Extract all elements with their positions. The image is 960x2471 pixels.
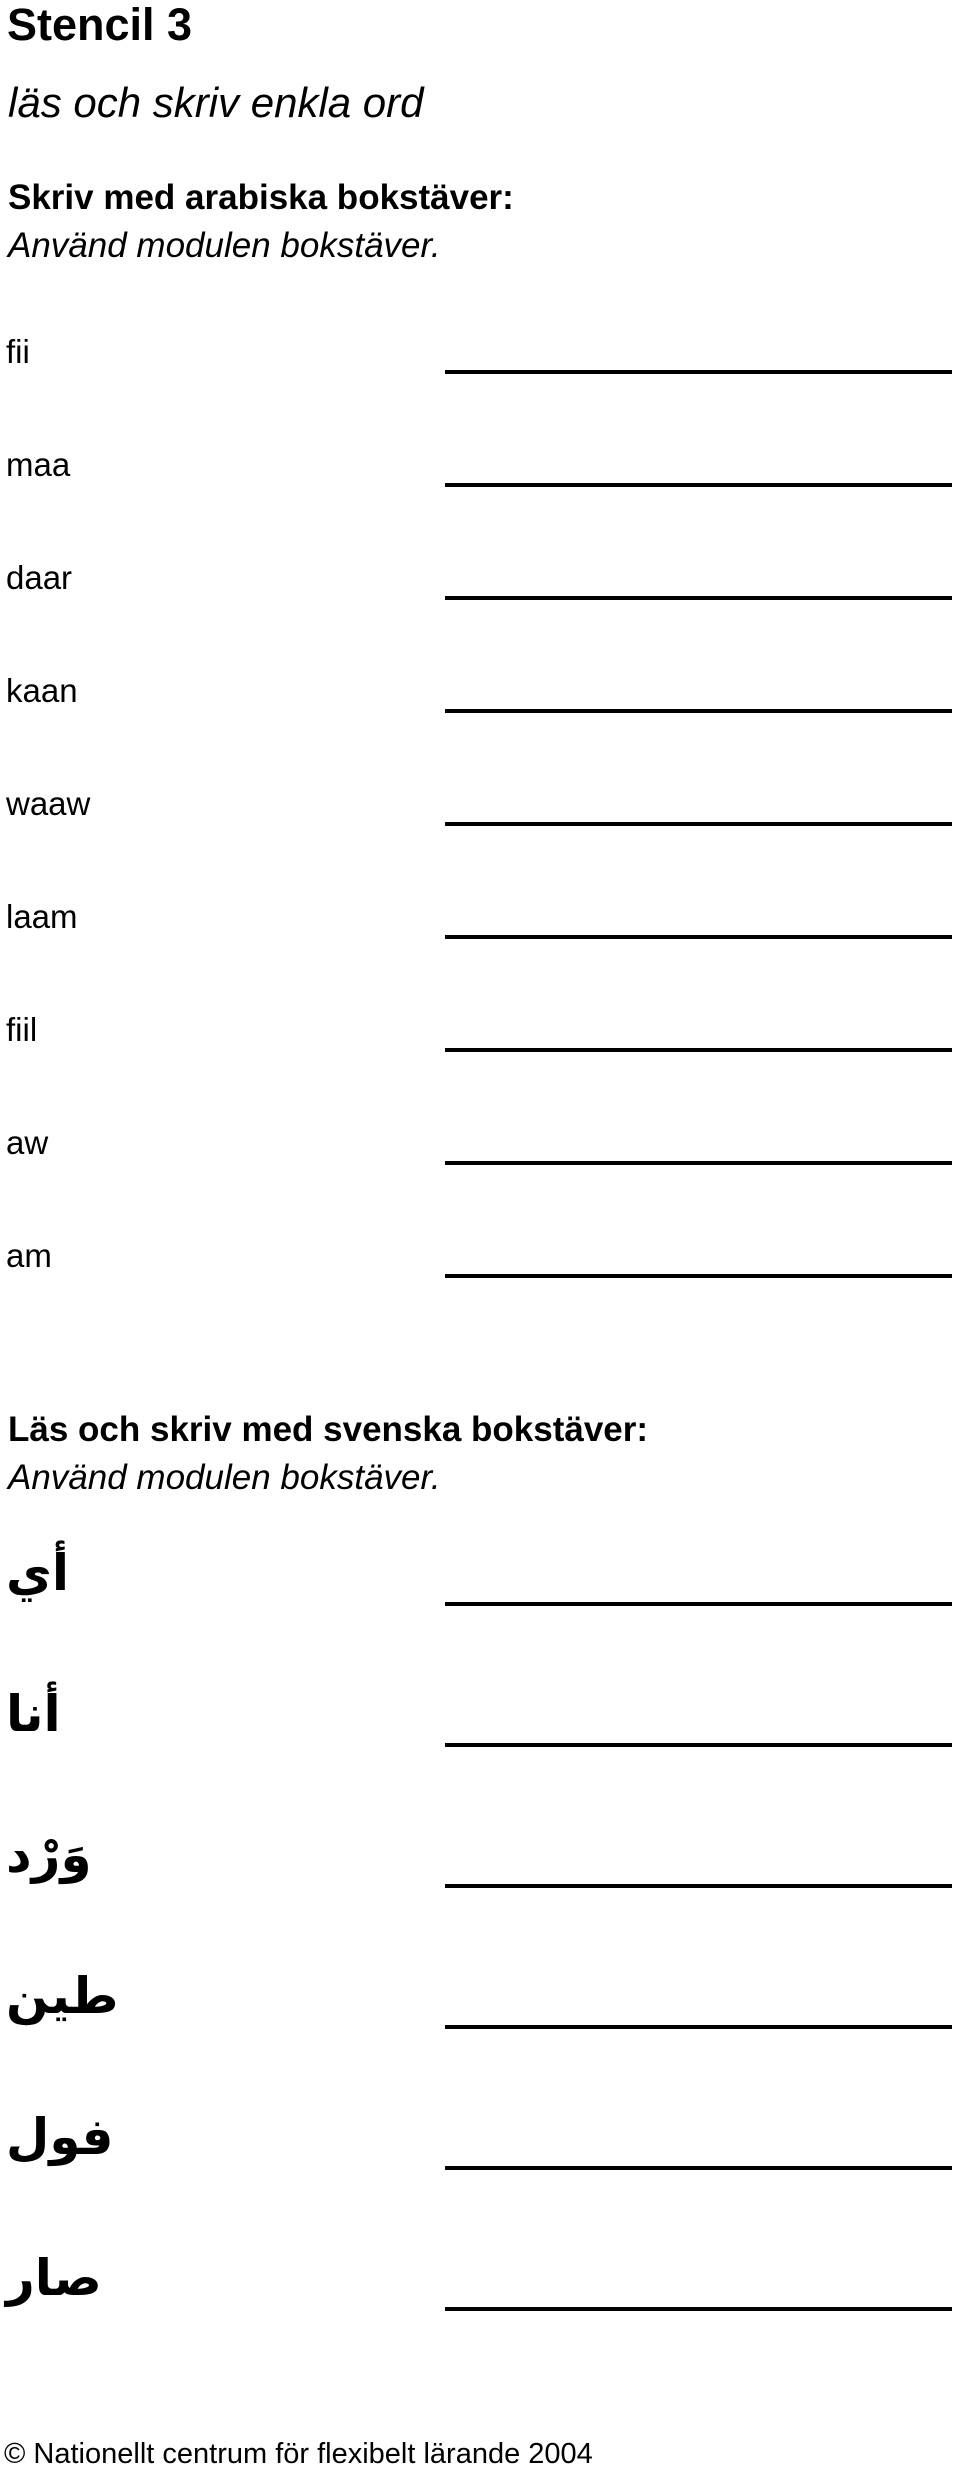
prompt-word: kaan bbox=[6, 672, 78, 709]
prompt-word: صار bbox=[6, 2249, 102, 2307]
answer-line[interactable] bbox=[445, 822, 952, 826]
answer-line[interactable] bbox=[445, 1602, 952, 1606]
answer-line[interactable] bbox=[445, 1743, 952, 1747]
prompt-word: maa bbox=[6, 446, 71, 483]
exercise-row bbox=[0, 1963, 960, 2033]
exercise-row bbox=[0, 1013, 960, 1073]
answer-line[interactable] bbox=[445, 2025, 952, 2029]
exercise-row bbox=[0, 335, 960, 395]
page-title: Stencil 3 bbox=[7, 0, 193, 50]
section-arabic-instruction: Använd modulen bokstäver. bbox=[8, 226, 441, 265]
section-arabic-heading: Skriv med arabiska bokstäver: bbox=[8, 178, 514, 217]
prompt-word: طين bbox=[6, 1967, 119, 2025]
answer-line[interactable] bbox=[445, 709, 952, 713]
answer-line[interactable] bbox=[445, 370, 952, 374]
answer-line[interactable] bbox=[445, 596, 952, 600]
exercise-row bbox=[0, 900, 960, 960]
prompt-word: daar bbox=[6, 559, 73, 596]
answer-line[interactable] bbox=[445, 2166, 952, 2170]
answer-line[interactable] bbox=[445, 1048, 952, 1052]
prompt-word: وَرْد bbox=[6, 1826, 92, 1884]
exercise-row bbox=[0, 561, 960, 621]
exercise-row bbox=[0, 2104, 960, 2174]
page-subtitle: läs och skriv enkla ord bbox=[8, 79, 424, 126]
prompt-word: waaw bbox=[6, 785, 91, 822]
prompt-word: aw bbox=[6, 1124, 49, 1161]
prompt-word: fiil bbox=[6, 1011, 38, 1048]
answer-line[interactable] bbox=[445, 483, 952, 487]
exercise-row bbox=[0, 674, 960, 734]
copyright-footer: © Nationellt centrum för flexibelt lärande 2004 bbox=[4, 2438, 593, 2470]
prompt-word: laam bbox=[6, 898, 78, 935]
exercise-row bbox=[0, 787, 960, 847]
answer-line[interactable] bbox=[445, 1161, 952, 1165]
answer-line[interactable] bbox=[445, 2307, 952, 2311]
exercise-row bbox=[0, 2245, 960, 2315]
prompt-word: am bbox=[6, 1237, 52, 1274]
section-swedish-heading: Läs och skriv med svenska bokstäver: bbox=[8, 1410, 649, 1449]
prompt-word: أنا bbox=[6, 1685, 61, 1743]
exercise-row bbox=[0, 1822, 960, 1892]
exercise-row bbox=[0, 1126, 960, 1186]
exercise-row bbox=[0, 1681, 960, 1751]
answer-line[interactable] bbox=[445, 1884, 952, 1888]
section-swedish-instruction: Använd modulen bokstäver. bbox=[8, 1458, 441, 1497]
answer-line[interactable] bbox=[445, 935, 952, 939]
exercise-row bbox=[0, 448, 960, 508]
prompt-word: فول bbox=[6, 2108, 114, 2166]
answer-line[interactable] bbox=[445, 1274, 952, 1278]
exercise-row bbox=[0, 1239, 960, 1299]
prompt-word: fii bbox=[6, 333, 30, 370]
prompt-word: أي bbox=[6, 1544, 69, 1602]
exercise-row bbox=[0, 1540, 960, 1610]
